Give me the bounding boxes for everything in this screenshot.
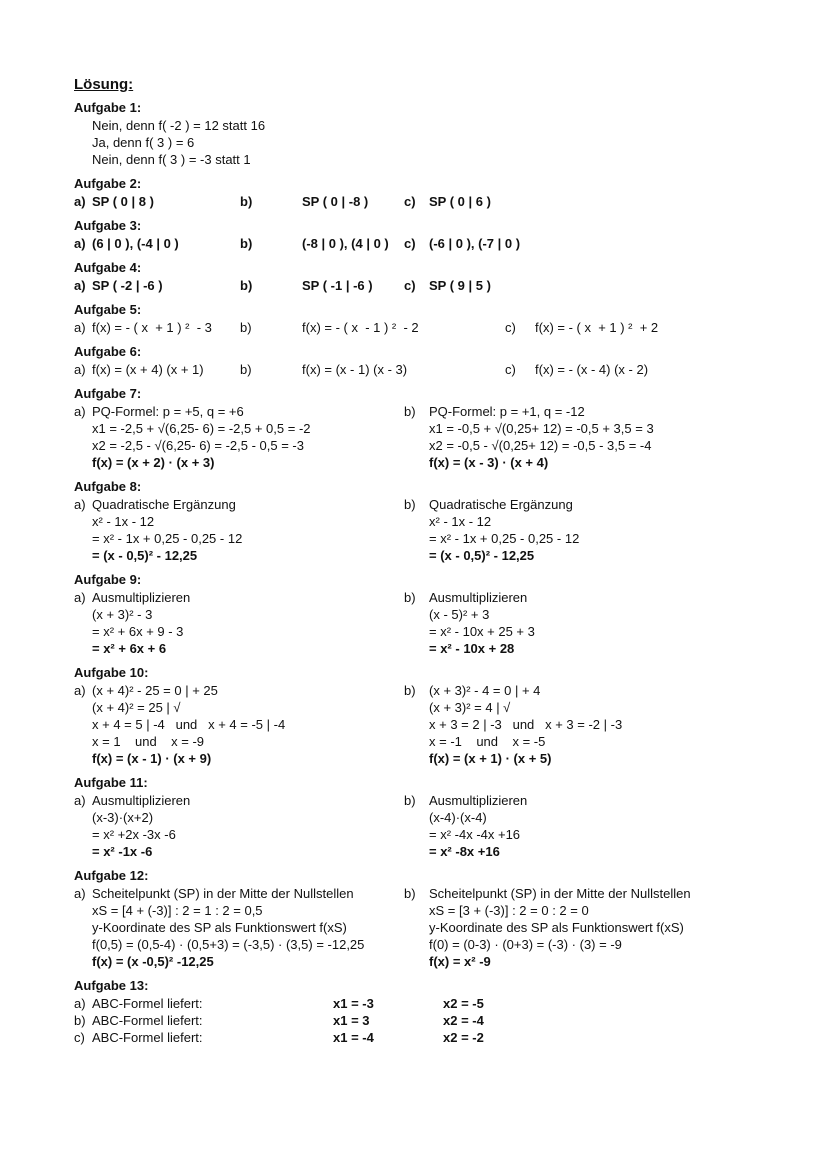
work-line: Scheitelpunkt (SP) in der Mitte der Nullstellen: [429, 886, 691, 901]
result-line: = (x - 0,5)² - 12,25: [92, 548, 198, 563]
part-label: c): [74, 1030, 85, 1045]
work-line: x² - 1x - 12: [92, 514, 155, 529]
work-line: Quadratische Ergänzung: [429, 497, 573, 512]
work-line: (x + 3)² - 4 = 0 | + 4: [429, 683, 541, 698]
section-heading: Aufgabe 8:: [74, 479, 142, 494]
part-answer: f(x) = - ( x - 1 ) ² - 2: [302, 320, 419, 335]
part-answer: f(x) = - ( x + 1 ) ² + 2: [535, 320, 659, 335]
page-title: Lösung:: [74, 76, 134, 93]
part-answer: f(x) = (x + 4) (x + 1): [92, 362, 204, 377]
part-label: c): [505, 320, 516, 335]
section-heading: Aufgabe 1:: [74, 100, 142, 115]
work-line: x = -1 und x = -5: [429, 734, 546, 749]
work-line: = x² + 6x + 9 - 3: [92, 624, 184, 639]
work-line: x² - 1x - 12: [429, 514, 492, 529]
work-line: x1 = -2,5 + √(6,25- 6) = -2,5 + 0,5 = -2: [92, 421, 311, 436]
work-line: xS = [4 + (-3)] : 2 = 1 : 2 = 0,5: [92, 903, 263, 918]
work-line: (x - 5)² + 3: [429, 607, 490, 622]
work-line: = x² -4x -4x +16: [429, 827, 521, 842]
work-line: Scheitelpunkt (SP) in der Mitte der Nullstellen: [92, 886, 354, 901]
part-answer: SP ( -1 | -6 ): [302, 278, 373, 293]
work-line: (x + 4)² - 25 = 0 | + 25: [92, 683, 218, 698]
part-answer: f(x) = - (x - 4) (x - 2): [535, 362, 649, 377]
part-label: b): [404, 793, 416, 808]
work-line: x1 = -0,5 + √(0,25+ 12) = -0,5 + 3,5 = 3: [429, 421, 654, 436]
work-line: x + 4 = 5 | -4 und x + 4 = -5 | -4: [92, 717, 286, 732]
result-line: f(x) = (x - 1) · (x + 9): [92, 751, 212, 766]
work-line: Quadratische Ergänzung: [92, 497, 236, 512]
part-label: c): [404, 236, 416, 251]
part-label: a): [74, 278, 86, 293]
section-heading: Aufgabe 11:: [74, 775, 148, 790]
part-answer: SP ( 0 | 8 ): [92, 194, 154, 209]
work-line: = x² - 10x + 25 + 3: [429, 624, 535, 639]
row-text: ABC-Formel liefert:: [92, 1030, 203, 1045]
x2-value: x2 = -5: [443, 996, 484, 1011]
part-label: a): [74, 236, 86, 251]
work-line: x + 3 = 2 | -3 und x + 3 = -2 | -3: [429, 717, 623, 732]
work-line: x2 = -0,5 - √(0,25+ 12) = -0,5 - 3,5 = -4: [429, 438, 652, 453]
work-line: PQ-Formel: p = +1, q = -12: [429, 404, 585, 419]
work-line: (x-3)·(x+2): [92, 810, 154, 825]
part-answer: SP ( -2 | -6 ): [92, 278, 163, 293]
result-line: = x² - 10x + 28: [429, 641, 515, 656]
part-label: a): [74, 886, 86, 901]
work-line: f(0,5) = (0,5-4) · (0,5+3) = (-3,5) · (3,5) = -12,25: [92, 937, 365, 952]
part-answer: f(x) = (x - 1) (x - 3): [302, 362, 408, 377]
part-label: a): [74, 793, 86, 808]
part-answer: (6 | 0 ), (-4 | 0 ): [92, 236, 179, 251]
part-label: b): [404, 886, 416, 901]
part-answer: SP ( 0 | -8 ): [302, 194, 369, 209]
work-line: = x² - 1x + 0,25 - 0,25 - 12: [92, 531, 243, 546]
part-label: b): [240, 236, 253, 251]
part-label: b): [240, 278, 253, 293]
part-answer: (-8 | 0 ), (4 | 0 ): [302, 236, 389, 251]
section-heading: Aufgabe 12:: [74, 868, 149, 883]
section-heading: Aufgabe 7:: [74, 386, 142, 401]
part-label: a): [74, 362, 86, 377]
part-label: b): [240, 320, 252, 335]
work-line: Ausmultiplizieren: [92, 590, 191, 605]
work-line: (x-4)·(x-4): [429, 810, 487, 825]
work-line: f(0) = (0-3) · (0+3) = (-3) · (3) = -9: [429, 937, 622, 952]
result-line: f(x) = (x -0,5)² -12,25: [92, 954, 214, 969]
result-line: = (x - 0,5)² - 12,25: [429, 548, 535, 563]
part-label: b): [240, 362, 252, 377]
part-label: b): [74, 1013, 86, 1028]
work-line: Ausmultiplizieren: [429, 590, 528, 605]
x2-value: x2 = -4: [443, 1013, 484, 1028]
work-line: x = 1 und x = -9: [92, 734, 205, 749]
work-line: = x² +2x -3x -6: [92, 827, 176, 842]
section-heading: Aufgabe 10:: [74, 665, 149, 680]
result-line: f(x) = x² -9: [429, 954, 491, 969]
part-label: c): [404, 194, 416, 209]
part-answer: (-6 | 0 ), (-7 | 0 ): [429, 236, 521, 251]
section-heading: Aufgabe 13:: [74, 978, 149, 993]
part-label: a): [74, 194, 86, 209]
part-label: b): [240, 194, 253, 209]
part-label: a): [74, 590, 86, 605]
x1-value: x1 = -4: [333, 1030, 374, 1045]
x1-value: x1 = -3: [333, 996, 374, 1011]
section-heading: Aufgabe 5:: [74, 302, 142, 317]
work-line: x2 = -2,5 - √(6,25- 6) = -2,5 - 0,5 = -3: [92, 438, 304, 453]
result-line: f(x) = (x + 2) · (x + 3): [92, 455, 215, 470]
work-line: Ausmultiplizieren: [92, 793, 191, 808]
answer-line: Ja, denn f( 3 ) = 6: [92, 135, 195, 150]
work-line: PQ-Formel: p = +5, q = +6: [92, 404, 244, 419]
answer-line: Nein, denn f( -2 ) = 12 statt 16: [92, 118, 266, 133]
section-heading: Aufgabe 6:: [74, 344, 142, 359]
work-line: = x² - 1x + 0,25 - 0,25 - 12: [429, 531, 580, 546]
part-label: b): [404, 497, 416, 512]
result-line: = x² -8x +16: [429, 844, 500, 859]
result-line: f(x) = (x + 1) · (x + 5): [429, 751, 552, 766]
part-answer: SP ( 0 | 6 ): [429, 194, 491, 209]
part-label: c): [505, 362, 516, 377]
part-label: a): [74, 683, 86, 698]
x2-value: x2 = -2: [443, 1030, 484, 1045]
part-label: a): [74, 497, 86, 512]
section-heading: Aufgabe 4:: [74, 260, 142, 275]
work-line: (x + 3)² - 3: [92, 607, 153, 622]
work-line: (x + 3)² = 4 | √: [429, 700, 511, 715]
part-answer: SP ( 9 | 5 ): [429, 278, 491, 293]
row-text: ABC-Formel liefert:: [92, 996, 203, 1011]
row-text: ABC-Formel liefert:: [92, 1013, 203, 1028]
x1-value: x1 = 3: [333, 1013, 370, 1028]
part-label: b): [404, 590, 416, 605]
section-heading: Aufgabe 3:: [74, 218, 142, 233]
result-line: = x² -1x -6: [92, 844, 153, 859]
work-line: y-Koordinate des SP als Funktionswert f(xS): [429, 920, 684, 935]
part-label: c): [404, 278, 416, 293]
result-line: = x² + 6x + 6: [92, 641, 167, 656]
part-label: a): [74, 320, 86, 335]
work-line: (x + 4)² = 25 | √: [92, 700, 181, 715]
part-label: a): [74, 404, 86, 419]
result-line: f(x) = (x - 3) · (x + 4): [429, 455, 549, 470]
work-line: y-Koordinate des SP als Funktionswert f(xS): [92, 920, 347, 935]
work-line: xS = [3 + (-3)] : 2 = 0 : 2 = 0: [429, 903, 589, 918]
section-heading: Aufgabe 2:: [74, 176, 142, 191]
part-label: b): [404, 683, 416, 698]
part-label: a): [74, 996, 86, 1011]
part-answer: f(x) = - ( x + 1 ) ² - 3: [92, 320, 212, 335]
part-label: b): [404, 404, 416, 419]
section-heading: Aufgabe 9:: [74, 572, 142, 587]
work-line: Ausmultiplizieren: [429, 793, 528, 808]
answer-line: Nein, denn f( 3 ) = -3 statt 1: [92, 152, 251, 167]
